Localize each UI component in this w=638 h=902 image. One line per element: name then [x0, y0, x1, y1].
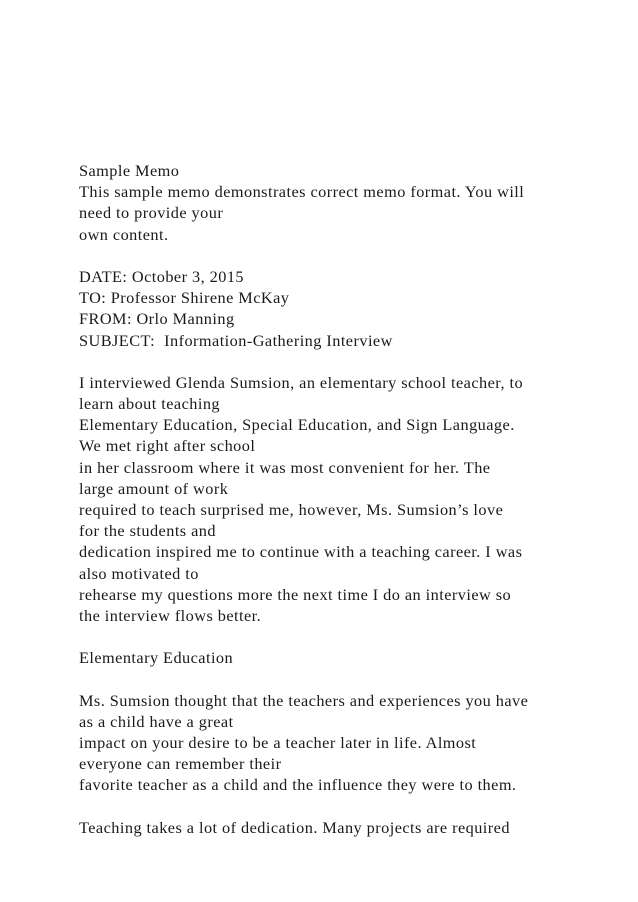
- to-field: TO: Professor Shirene McKay: [79, 288, 290, 308]
- from-field: FROM: Orlo Manning: [79, 309, 235, 329]
- blank-line: [79, 669, 619, 690]
- paragraph-line: also motivated to: [79, 563, 199, 583]
- blank-line: [79, 626, 619, 647]
- memo-body: [79, 160, 619, 838]
- blank-line: [79, 245, 619, 266]
- paragraph-line: everyone can remember their: [79, 754, 282, 774]
- blank-line: [79, 351, 619, 372]
- paragraph-line: required to teach surprised me, however, Ms. Sumsion’s love: [79, 500, 504, 519]
- memo-intro-line: need to provide your: [79, 203, 224, 223]
- paragraph-line: rehearse my questions more the next time I do an interview so: [79, 584, 512, 604]
- date-field: DATE: October 3, 2015: [79, 266, 244, 286]
- memo-intro-line: This sample memo demonstrates correct memo format. You will: [79, 182, 525, 202]
- paragraph-line: Elementary Education, Special Education, and Sign Language.: [79, 415, 515, 435]
- paragraph-line: dedication inspired me to continue with a teaching career. I was: [79, 542, 523, 562]
- paragraph-line: learn about teaching: [79, 394, 220, 414]
- paragraph-line: impact on your desire to be a teacher later in life. Almost: [79, 733, 477, 753]
- paragraph-line: large amount of work: [79, 478, 229, 498]
- paragraph-line: in her classroom where it was most convenient for her. The: [79, 457, 491, 477]
- paragraph-line: as a child have a great: [79, 711, 234, 731]
- subject-field: SUBJECT: Information-Gathering Interview: [79, 330, 393, 350]
- paragraph-line: Ms. Sumsion thought that the teachers and experiences you have: [79, 690, 529, 710]
- paragraph-line: I interviewed Glenda Sumsion, an elementary school teacher, to: [79, 372, 524, 392]
- paragraph-line: Teaching takes a lot of dedication. Many projects are required: [79, 817, 510, 837]
- section-heading: Elementary Education: [79, 648, 234, 668]
- paragraph-line: the interview flows better.: [79, 605, 262, 625]
- paragraph-line: for the students and: [79, 521, 216, 541]
- paragraph-line: We met right after school: [79, 436, 256, 456]
- memo-title: Sample Memo: [79, 161, 180, 180]
- paragraph-line: favorite teacher as a child and the influence they were to them.: [79, 775, 517, 795]
- memo-intro-line: own content.: [79, 224, 169, 244]
- blank-line: [79, 796, 619, 817]
